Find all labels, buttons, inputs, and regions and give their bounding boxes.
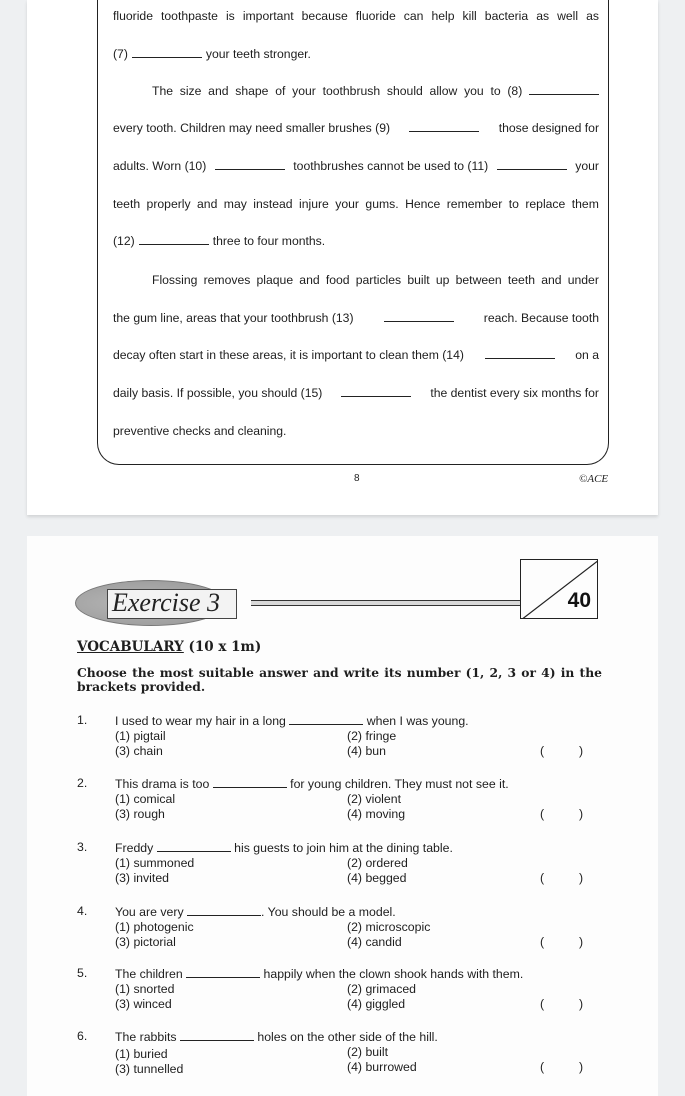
answer-blank <box>186 966 260 978</box>
word: up <box>435 273 450 287</box>
question-text-after: happily when the clown shook hands with them. <box>263 967 524 981</box>
passage-text: every tooth. Children may need smaller brushes (9) <box>113 121 391 135</box>
blank-number: (12) <box>113 234 135 248</box>
option-3: (3) winced <box>115 997 172 1011</box>
question-number: 3. <box>77 840 88 854</box>
option-2: (2) microscopic <box>347 920 431 934</box>
question-2 <box>27 776 658 836</box>
question-text-before: This drama is too <box>115 777 210 791</box>
answer-blank <box>213 776 287 788</box>
blank-number: (7) <box>113 47 128 61</box>
answer-bracket[interactable]: ) <box>579 744 584 758</box>
document-page-exercise-3 <box>27 536 658 1096</box>
option-3: (3) pictorial <box>115 935 176 949</box>
answer-bracket[interactable]: ( <box>540 935 545 949</box>
word: size <box>179 84 202 98</box>
word: teeth <box>507 273 535 287</box>
passage-text: on a <box>575 348 599 362</box>
question-text-before: The rabbits <box>115 1030 177 1044</box>
passage-line-9 <box>113 310 599 326</box>
word: should <box>386 84 423 98</box>
score-box <box>520 559 598 619</box>
answer-bracket[interactable]: ) <box>579 935 584 949</box>
word: because <box>301 9 348 23</box>
word: properly <box>146 197 191 211</box>
option-4: (4) bun <box>347 744 386 758</box>
option-2: (2) fringe <box>347 729 397 743</box>
word: Flossing <box>152 273 198 287</box>
answer-blank-8[interactable] <box>529 83 599 95</box>
question-number: 2. <box>77 776 88 790</box>
option-2: (2) violent <box>347 792 401 806</box>
passage-text: your teeth stronger. <box>205 47 311 61</box>
question-text-before: I used to wear my hair in a long <box>115 714 286 728</box>
question-number: 5. <box>77 966 88 980</box>
question-text-after: his guests to join him at the dining table. <box>234 841 453 855</box>
answer-blank-13[interactable] <box>384 310 454 322</box>
question-number: 1. <box>77 713 88 727</box>
question-text-before: Freddy <box>115 841 154 855</box>
passage-line-2 <box>113 46 599 62</box>
word: fluoride <box>113 9 153 23</box>
question-6 <box>27 1029 658 1089</box>
section-title <box>77 639 261 655</box>
word: your <box>292 84 316 98</box>
option-3: (3) tunnelled <box>115 1062 184 1076</box>
word: Hence <box>405 197 441 211</box>
option-3: (3) invited <box>115 871 169 885</box>
answer-bracket[interactable]: ) <box>579 871 584 885</box>
passage-text: reach. Because tooth <box>483 311 599 325</box>
answer-bracket[interactable]: ) <box>579 997 584 1011</box>
word: plaque <box>256 273 294 287</box>
word: bacteria <box>484 9 529 23</box>
answer-blank-14[interactable] <box>485 347 555 359</box>
page-number: 8 <box>354 473 360 484</box>
question-5 <box>27 966 658 1026</box>
option-3: (3) chain <box>115 744 163 758</box>
exercise-title: Exercise 3 <box>112 588 221 617</box>
word: and <box>208 84 229 98</box>
section-name: VOCABULARY <box>77 639 184 655</box>
option-4: (4) begged <box>347 871 407 885</box>
passage-text: decay often start in these areas, it is important to clean them (14) <box>113 348 464 362</box>
answer-bracket[interactable]: ( <box>540 807 545 821</box>
word: fluoride <box>355 9 396 23</box>
copyright-mark: ©ACE <box>579 473 609 485</box>
question-text <box>115 776 509 791</box>
word: toothbrush <box>322 84 381 98</box>
question-text-after: when I was young. <box>366 714 469 728</box>
word: instead <box>253 197 293 211</box>
question-text-after: . You should be a model. <box>261 905 396 919</box>
passage-line-1 <box>113 8 599 24</box>
answer-bracket[interactable]: ( <box>540 997 545 1011</box>
option-3: (3) rough <box>115 807 165 821</box>
option-2: (2) ordered <box>347 856 408 870</box>
word: is <box>225 9 235 23</box>
answer-blank-15[interactable] <box>341 385 411 397</box>
option-1: (1) summoned <box>115 856 195 870</box>
passage-text: those designed for <box>498 121 599 135</box>
word: and <box>541 273 562 287</box>
document-page-8 <box>27 0 658 515</box>
word: particles <box>355 273 402 287</box>
option-4: (4) candid <box>347 935 402 949</box>
answer-bracket[interactable]: ( <box>540 871 545 885</box>
passage-line-4 <box>113 120 599 136</box>
passage-line-11 <box>113 385 599 401</box>
section-marks: (10 x 1m) <box>188 639 262 655</box>
passage-line-7 <box>113 233 599 249</box>
passage-line-3 <box>152 83 599 99</box>
question-3 <box>27 840 658 900</box>
answer-blank-9[interactable] <box>409 120 479 132</box>
word: as <box>586 9 599 23</box>
word: teeth <box>113 197 141 211</box>
score-total: 40 <box>567 589 591 612</box>
passage-text: three to four months. <box>212 234 326 248</box>
word: injure <box>299 197 329 211</box>
answer-bracket[interactable]: ) <box>579 1060 584 1074</box>
word: important <box>242 9 294 23</box>
header-double-rule <box>251 600 521 606</box>
word: removes <box>203 273 251 287</box>
answer-blank-11[interactable] <box>497 158 567 170</box>
word: replace <box>525 197 566 211</box>
question-text-after: holes on the other side of the hill. <box>257 1030 438 1044</box>
word: toothpaste <box>161 9 218 23</box>
answer-blank-10[interactable] <box>215 158 285 170</box>
passage-line-12 <box>113 423 599 439</box>
passage-text: the gum line, areas that your toothbrush (13) <box>113 311 354 325</box>
word: built <box>407 273 430 287</box>
passage-line-6 <box>113 196 599 212</box>
question-text <box>115 1029 438 1044</box>
word: well <box>557 9 579 23</box>
question-text <box>115 840 453 855</box>
option-1: (1) buried <box>115 1047 168 1061</box>
answer-blank <box>289 713 363 725</box>
instructions: Choose the most suitable answer and write its number (1, 2, 3 or 4) in the brackets provided. <box>77 665 602 694</box>
passage-line-8 <box>152 272 599 288</box>
answer-bracket[interactable]: ( <box>540 744 545 758</box>
passage-line-5 <box>113 158 599 174</box>
question-text <box>115 713 469 728</box>
word: allow <box>429 84 458 98</box>
word: may <box>223 197 247 211</box>
word: to <box>490 84 501 98</box>
passage-text: daily basis. If possible, you should (15) <box>113 386 323 400</box>
word: them <box>571 197 599 211</box>
question-number: 4. <box>77 904 88 918</box>
answer-blank <box>157 840 231 852</box>
passage-text: toothbrushes cannot be used to (11) <box>293 159 489 173</box>
word: under <box>567 273 599 287</box>
option-2: (2) grimaced <box>347 982 417 996</box>
question-text-before: The children <box>115 967 183 981</box>
word: The <box>152 84 174 98</box>
question-text <box>115 904 396 919</box>
word: kill <box>462 9 477 23</box>
word: food <box>325 273 350 287</box>
answer-bracket[interactable]: ( <box>540 1060 545 1074</box>
answer-bracket[interactable]: ) <box>579 807 584 821</box>
answer-blank-12[interactable] <box>139 233 209 245</box>
word: shape <box>235 84 269 98</box>
word: can <box>403 9 424 23</box>
option-1: (1) snorted <box>115 982 175 996</box>
passage-text: your <box>575 159 599 173</box>
question-text <box>115 966 523 981</box>
option-4: (4) moving <box>347 807 406 821</box>
answer-blank <box>187 904 261 916</box>
word: to <box>508 197 519 211</box>
word: your <box>335 197 359 211</box>
passage-text: adults. Worn (10) <box>113 159 207 173</box>
question-number: 6. <box>77 1029 88 1043</box>
word: of <box>275 84 286 98</box>
option-1: (1) photogenic <box>115 920 194 934</box>
word: you <box>464 84 484 98</box>
word: (8) <box>507 84 523 98</box>
option-1: (1) comical <box>115 792 176 806</box>
word: help <box>431 9 455 23</box>
answer-blank-7[interactable] <box>132 46 202 58</box>
answer-blank <box>180 1029 254 1041</box>
word: and <box>299 273 320 287</box>
option-4: (4) giggled <box>347 997 406 1011</box>
word: gums. <box>365 197 399 211</box>
word: as <box>536 9 550 23</box>
question-1 <box>27 713 658 773</box>
word: between <box>455 273 502 287</box>
passage-line-10 <box>113 347 599 363</box>
word: and <box>197 197 218 211</box>
question-text-after: for young children. They must not see it. <box>290 777 509 791</box>
option-4: (4) burrowed <box>347 1060 417 1074</box>
question-4 <box>27 904 658 964</box>
passage-text: preventive checks and cleaning. <box>113 424 287 438</box>
question-text-before: You are very <box>115 905 184 919</box>
option-1: (1) pigtail <box>115 729 166 743</box>
word: remember <box>446 197 503 211</box>
option-2: (2) built <box>347 1045 389 1059</box>
passage-text: the dentist every six months for <box>430 386 599 400</box>
